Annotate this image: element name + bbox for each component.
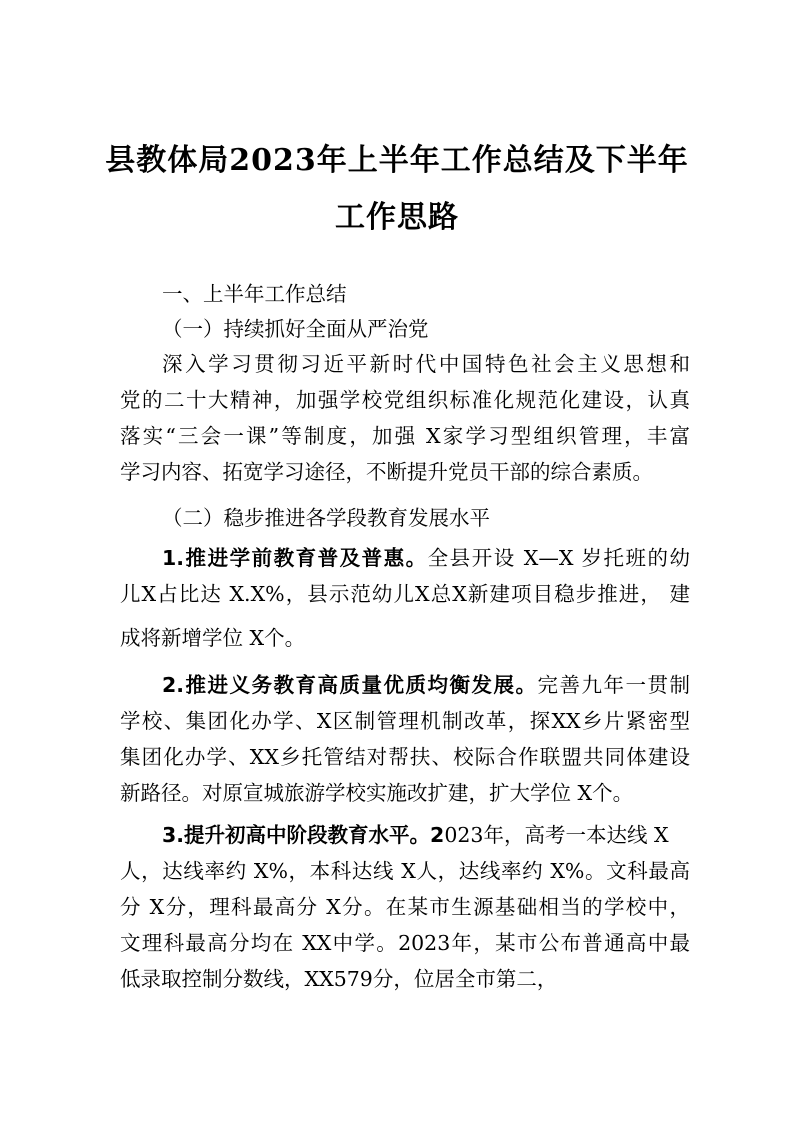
paragraph-line: 学校、集团化办学、X区制管理机制改革，探XX乡片紧密型 [120, 709, 690, 733]
paragraph-line: 人，达线率约 X%，本科达线 X人，达线率约 X%。文科最高 [120, 859, 690, 883]
paragraph-line: 深入学习贯彻习近平新时代中国特色社会主义思想和 [162, 352, 690, 376]
paragraph-line: 党的二十大精神，加强学校党组织标准化规范化建设，认真 [120, 388, 690, 412]
paragraph-line: 落实“三会一课”等制度，加强 X家学习型组织管理，丰富 [120, 424, 690, 448]
subsection-heading-2: （二）稳步推进各学段教育发展水平 [162, 506, 490, 530]
paragraph-line: 学习内容、拓宽学习途径，不断提升党员干部的综合素质。 [120, 460, 653, 484]
doc-title-line2: 工作思路 [335, 200, 459, 235]
paragraph-line: 成将新增学位 X个。 [120, 626, 306, 650]
paragraph-line: 儿X占比达 X.X%，县示范幼儿X总X新建项目稳步推进， 建 [120, 582, 690, 606]
doc-title-line1: 县教体局2023年上半年工作总结及下半年 [105, 143, 689, 178]
item3-line1 [162, 820, 669, 850]
item3-line1-text: 023年，高考一本达线 X [444, 823, 669, 847]
paragraph-line: 文理科最高分均在 XX中学。2023年，某市公布普通高中最 [120, 931, 690, 955]
subsection-heading-1: （一）持续抓好全面从严治党 [162, 317, 429, 341]
paragraph-line: 分 X分，理科最高分 X分。在某市生源基础相当的学校中， [120, 895, 690, 919]
item1-line1 [162, 543, 690, 573]
section-heading-1: 一、上半年工作总结 [162, 282, 347, 306]
item2-line1 [162, 670, 690, 700]
item3-heading: 3.提升初高中阶段教育水平。2 [162, 823, 445, 847]
item2-line1-text: 完善九年一贯制 [537, 673, 690, 697]
paragraph-line: 新路径。对原宣城旅游学校实施改扩建，扩大学位 X个。 [120, 781, 634, 805]
item1-heading: 1.推进学前教育普及普惠。 [162, 546, 428, 570]
paragraph-line: 集团化办学、XX乡托管结对帮扶、校际合作联盟共同体建设 [120, 745, 690, 769]
paragraph-line: 低录取控制分数线，XX579分，位居全市第二， [120, 967, 558, 991]
item1-line1-text: 全县开设 X—X 岁托班的幼 [427, 546, 690, 570]
item2-heading: 2.推进义务教育高质量优质均衡发展。 [162, 673, 538, 697]
